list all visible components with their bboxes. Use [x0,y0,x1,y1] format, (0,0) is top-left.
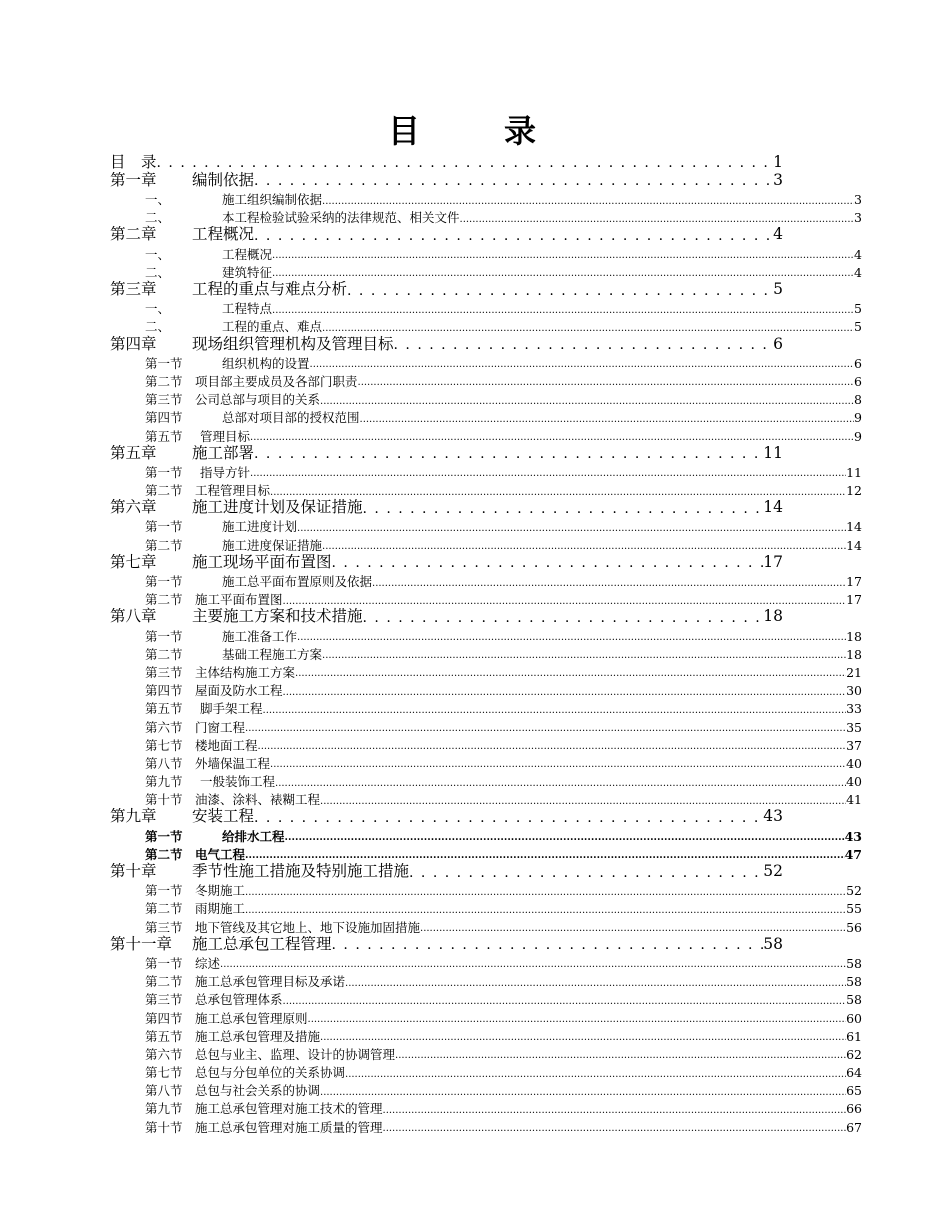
toc-entry-number: 第十节 [145,1119,183,1135]
toc-page-number: 17 [846,574,862,589]
toc-entry-title: 主要施工方案和技术措施 [192,607,363,626]
toc-entry-number: 第三节 [145,664,183,680]
toc-dot-leader [270,488,846,498]
toc-entry-title: 总包与社会关系的协调 [195,1083,321,1099]
toc-entry-title: 施工总承包管理原则 [195,1010,308,1026]
toc-entry-number: 第一节 [145,883,183,899]
toc-page-number: 62 [846,1046,862,1062]
toc-section-entry[interactable] [110,1025,862,1043]
page-title: 目 录 [387,112,562,150]
toc-entry-number: 第八章 [110,607,157,626]
toc-page-number: 12 [846,483,862,499]
toc-dot-leader [285,833,845,843]
toc-dot-leader [297,633,846,643]
toc-chapter-entry[interactable] [110,498,783,516]
toc-dot-leader [383,1124,847,1134]
toc-entry-title: 工程的重点、难点 [222,319,323,335]
toc-dot-leader [270,760,846,770]
toc-dot-leader [409,866,763,880]
toc-section-entry[interactable] [110,825,862,843]
toc-section-entry[interactable] [110,261,862,279]
toc-section-entry[interactable] [110,388,862,406]
toc-page-number: 6 [854,355,862,371]
toc-entry-title: 门窗工程 [195,719,246,735]
toc-dot-leader [345,979,846,989]
toc-page-number: 17 [846,592,862,608]
toc-page-number: 58 [846,992,862,1008]
toc-section-entry[interactable] [110,1098,862,1116]
toc-page-number: 52 [763,862,783,880]
toc-entry-number: 二、 [145,319,171,335]
toc-dot-leader [310,360,855,370]
toc-entry-number: 第一节 [145,519,183,535]
toc-entry-number: 第十章 [110,862,157,880]
toc-entry-number: 第四节 [145,410,183,426]
toc-page-number: 9 [854,428,862,444]
toc-section-entry[interactable] [110,1116,862,1134]
toc-entry-title: 一般装饰工程 [200,774,276,790]
toc-entry-title: 雨期施工 [195,901,246,917]
toc-chapter-entry[interactable] [110,861,783,879]
toc-page-number: 52 [846,883,862,899]
toc-section-entry[interactable] [110,661,862,679]
toc-page-number: 56 [846,919,862,935]
toc-dot-leader [320,797,846,807]
toc-dot-leader [420,924,846,934]
toc-entry-title: 编制依据 [192,170,255,189]
toc-section-entry[interactable] [110,770,862,788]
toc-entry-title: 屋面及防水工程 [195,683,283,699]
toc-page-number: 18 [846,628,862,644]
toc-entry-number: 一、 [145,301,171,317]
toc-entry-title: 施工准备工作 [222,628,298,644]
toc-page-number: 41 [846,792,862,808]
toc-entry-title: 工程的重点与难点分析 [192,280,348,298]
toc-entry-number: 第一节 [145,828,183,844]
toc-dot-leader [254,229,773,243]
toc-dot-leader [245,851,845,861]
toc-page-number: 61 [846,1028,862,1044]
toc-page-number: 4 [854,264,862,280]
toc-chapter-entry[interactable] [110,334,783,352]
toc-section-entry[interactable] [110,843,862,861]
toc-entry-title: 总承包管理体系 [195,992,283,1008]
toc-section-entry[interactable] [110,625,862,643]
toc-dot-leader [383,1106,847,1116]
toc-entry-number: 第一节 [145,628,183,644]
toc-dot-leader [332,556,764,570]
toc-entry-title: 施工总平面布置原则及依据 [222,574,373,589]
toc-section-entry[interactable] [110,898,862,916]
toc-chapter-entry[interactable] [110,443,783,461]
toc-dot-leader [157,156,774,170]
toc-dot-leader [250,433,854,443]
toc-page-number: 14 [846,537,862,553]
toc-section-entry[interactable] [110,952,862,970]
toc-section-entry[interactable] [110,734,862,752]
toc-dot-leader [322,651,846,661]
toc-entry-title: 施工现场平面布置图 [192,552,332,571]
toc-page-number: 4 [773,225,783,244]
toc-dot-leader [332,938,764,952]
toc-page-number: 55 [846,901,862,917]
toc-entry-title: 季节性施工措施及特别施工措施 [192,862,410,880]
toc-section-entry[interactable] [110,1043,862,1061]
toc-page-number: 43 [844,828,862,844]
toc-entry-number: 第六章 [110,498,157,517]
toc-page-number: 21 [846,664,862,680]
toc-entry-number: 第五节 [145,1028,183,1044]
toc-dot-leader [263,706,847,716]
toc-dot-leader [372,579,846,589]
toc-page-number: 3 [854,210,862,226]
toc-entry-number: 第一节 [145,955,183,971]
toc-page-number: 5 [854,319,862,335]
toc-entry-title: 施工进度计划及保证措施 [192,498,363,517]
toc-dot-leader [275,779,846,789]
toc-entry-number: 第九节 [145,774,183,790]
toc-entry-title: 项目部主要成员及各部门职责 [195,373,358,389]
toc-dot-leader [322,324,854,334]
toc-page-number: 8 [854,392,862,408]
toc-dot-leader [360,415,855,425]
toc-entry-number: 第九章 [110,807,157,826]
toc-entry-title: 工程特点 [222,301,273,317]
toc-entry-title: 楼地面工程 [195,737,258,753]
toc-entry-number: 第二节 [145,483,183,499]
toc-entry-title: 施工总承包管理对施工质量的管理 [195,1119,383,1135]
toc-entry-title: 管理目标 [200,428,251,444]
toc-dot-leader [395,1051,846,1061]
toc-page-number: 30 [846,683,862,699]
toc-section-entry[interactable] [110,1007,862,1025]
toc-dot-leader [363,502,764,516]
toc-entry-title: 外墙保温工程 [195,755,271,771]
toc-page-number: 5 [773,280,783,298]
toc-entry-number: 一、 [145,246,171,262]
toc-section-entry[interactable] [110,188,862,206]
toc-dot-leader [322,542,846,552]
toc-page-number: 11 [763,443,783,462]
toc-section-entry[interactable] [110,698,862,716]
toc-page-number: 14 [846,519,862,535]
toc-page-number: 9 [854,410,862,426]
toc-page-number: 58 [763,934,783,953]
toc-entry-title: 基础工程施工方案 [222,646,323,662]
toc-entry-title: 工程管理目标 [195,483,271,499]
toc-entry-number: 第二节 [145,646,183,662]
toc-entry-number: 第五节 [145,701,183,717]
toc-page-number: 37 [846,737,862,753]
toc-entry-number: 一、 [145,192,171,208]
toc-entry-title: 施工总承包管理目标及承诺 [195,974,346,990]
toc-chapter-entry[interactable] [110,607,783,625]
toc-section-entry[interactable] [110,589,862,607]
toc-chapter-entry[interactable] [110,225,783,243]
toc-entry-number: 第二节 [145,592,183,608]
toc-entry-number: 第七章 [110,552,157,571]
toc-page-number: 11 [846,464,862,480]
toc-page-number: 6 [773,334,783,353]
toc-entry-title: 施工总承包管理及措施 [195,1028,321,1044]
toc-entry-number: 第八节 [145,755,183,771]
toc-section-entry[interactable] [110,461,862,479]
toc-entry-title: 总部对项目部的授权范围 [222,410,360,426]
toc-dot-leader [283,597,847,607]
toc-dot-leader [254,447,763,461]
toc-entry-number: 第八节 [145,1083,183,1099]
toc-entry-number: 第四节 [145,683,183,699]
toc-page-number: 40 [846,755,862,771]
toc-entry-title: 施工组织编制依据 [222,192,323,208]
toc-section-entry[interactable] [110,352,862,370]
toc-entry-title: 工程概况 [222,246,273,262]
toc-entry-title: 给排水工程 [222,828,285,844]
toc-dot-leader [250,469,846,479]
toc-section-entry[interactable] [110,1080,862,1098]
toc-page-number: 64 [846,1065,862,1081]
toc-page-number: 14 [763,498,783,517]
toc-dot-leader [363,611,764,625]
toc-entry-number: 二、 [145,264,171,280]
toc-entry-title: 冬期施工 [195,883,246,899]
toc-chapter-entry[interactable] [110,934,783,952]
toc-entry-title: 安装工程 [192,807,255,826]
toc-entry-title: 施工总承包管理对施工技术的管理 [195,1101,383,1117]
toc-section-entry[interactable] [110,679,862,697]
toc-dot-leader [245,906,846,916]
toc-section-entry[interactable] [110,207,862,225]
toc-section-entry[interactable] [110,516,862,534]
toc-entry-title: 施工部署 [192,443,255,462]
toc-section-entry[interactable] [110,570,862,588]
toc-entry-title: 现场组织管理机构及管理目标 [192,334,394,353]
toc-entry-title: 建筑特征 [222,264,273,280]
toc-page-number: 3 [854,192,862,208]
toc-entry-number: 第三节 [145,392,183,408]
toc-entry-title: 油漆、涂料、裱糊工程 [195,792,321,808]
toc-section-entry[interactable] [110,643,862,661]
toc-dot-leader [283,997,847,1007]
toc-dot-leader [254,811,763,825]
toc-entry-title: 脚手架工程 [200,701,263,717]
toc-page-number: 33 [846,701,862,717]
toc-entry-number: 二、 [145,210,171,226]
toc-page-number: 18 [846,646,862,662]
toc-entry-number: 第二节 [145,846,183,862]
toc-chapter-entry[interactable] [110,552,783,570]
toc-dot-leader [320,397,854,407]
toc-section-entry[interactable] [110,716,862,734]
toc-dot-leader [245,888,846,898]
toc-entry-title: 施工总承包工程管理 [192,934,332,953]
toc-chapter-entry[interactable] [110,807,783,825]
toc-section-entry[interactable] [110,479,862,497]
toc-dot-leader [272,251,854,261]
toc-dot-leader [460,215,855,225]
toc-section-entry[interactable] [110,407,862,425]
toc-section-entry[interactable] [110,370,862,388]
toc-section-entry[interactable] [110,243,862,261]
toc-entry-number: 第十节 [145,792,183,808]
toc-chapter-entry[interactable] [110,152,783,170]
toc-entry-title: 本工程检验试验采纳的法律规范、相关文件 [222,210,460,226]
toc-dot-leader [308,1015,847,1025]
toc-entry-title: 组织机构的设置 [222,355,310,371]
toc-page-number: 17 [763,552,783,571]
toc-page-number: 6 [854,373,862,389]
toc-page-number: 18 [763,607,783,626]
toc-entry-title: 施工进度计划 [222,519,298,535]
toc-entry-title: 地下管线及其它地上、地下设施加固措施 [195,919,421,935]
toc-page-number: 43 [763,807,783,826]
toc-entry-number: 第六节 [145,1046,183,1062]
toc-section-entry[interactable] [110,425,862,443]
toc-entry-number: 第二章 [110,225,157,244]
toc-dot-leader [347,284,773,298]
toc-page-number: 4 [854,246,862,262]
toc-section-entry[interactable] [110,880,862,898]
toc-dot-leader [322,197,854,207]
toc-entry-number: 第十一章 [110,934,173,953]
toc-chapter-entry[interactable] [110,279,783,297]
toc-dot-leader [394,338,774,352]
toc-entry-title: 总包与业主、监理、设计的协调管理 [195,1046,396,1062]
toc-section-entry[interactable] [110,534,862,552]
toc-entry-title: 总包与分包单位的关系协调 [195,1065,346,1081]
toc-section-entry[interactable] [110,970,862,988]
toc-entry-number: 目 录 [110,152,157,171]
toc-dot-leader [297,524,846,534]
toc-page-number: 65 [846,1083,862,1099]
toc-entry-number: 第三节 [145,919,183,935]
toc-section-entry[interactable] [110,1061,862,1079]
toc-page-number: 5 [854,301,862,317]
toc-dot-leader [345,1070,846,1080]
table-of-contents [110,152,862,1134]
toc-entry-number: 第二节 [145,901,183,917]
toc-section-entry[interactable] [110,298,862,316]
toc-entry-number: 第三章 [110,280,157,298]
toc-dot-leader [220,960,846,970]
toc-entry-number: 第五章 [110,443,157,462]
toc-page-number: 67 [846,1119,862,1135]
toc-dot-leader [320,1033,846,1043]
toc-entry-number: 第一节 [145,355,183,371]
toc-dot-leader [295,669,846,679]
toc-section-entry[interactable] [110,316,862,334]
toc-page-number: 35 [846,719,862,735]
toc-entry-number: 第六节 [145,719,183,735]
toc-page-number: 66 [846,1101,862,1117]
toc-entry-number: 第二节 [145,537,183,553]
toc-page-number: 1 [773,152,783,171]
toc-entry-number: 第七节 [145,1065,183,1081]
toc-entry-title: 电气工程 [195,846,246,862]
toc-entry-number: 第四章 [110,334,157,353]
toc-entry-title: 综述 [195,955,221,971]
toc-dot-leader [258,742,847,752]
toc-entry-title: 工程概况 [192,225,255,244]
toc-entry-number: 第七节 [145,737,183,753]
toc-section-entry[interactable] [110,916,862,934]
toc-entry-number: 第二节 [145,373,183,389]
toc-dot-leader [358,378,855,388]
toc-entry-number: 第二节 [145,974,183,990]
toc-page-number: 3 [773,170,783,189]
toc-entry-number: 第一章 [110,170,157,189]
toc-entry-number: 第九节 [145,1101,183,1117]
toc-entry-number: 第一节 [145,464,183,480]
toc-chapter-entry[interactable] [110,170,783,188]
toc-entry-number: 第一节 [145,574,183,589]
toc-section-entry[interactable] [110,789,862,807]
toc-entry-title: 指导方针 [200,464,251,480]
toc-section-entry[interactable] [110,752,862,770]
toc-dot-leader [272,306,854,316]
toc-entry-number: 第三节 [145,992,183,1008]
toc-entry-number: 第四节 [145,1010,183,1026]
toc-page-number: 47 [844,846,862,862]
toc-section-entry[interactable] [110,989,862,1007]
toc-dot-leader [254,174,773,188]
toc-entry-title: 主体结构施工方案 [195,664,296,680]
toc-dot-leader [283,688,847,698]
toc-dot-leader [320,1088,846,1098]
toc-dot-leader [272,269,854,279]
toc-page-number: 58 [846,955,862,971]
toc-entry-title: 公司总部与项目的关系 [195,392,321,408]
toc-page-number: 40 [846,774,862,790]
toc-entry-number: 第五节 [145,428,183,444]
toc-page-number: 58 [846,974,862,990]
toc-page-number: 60 [846,1010,862,1026]
toc-entry-title: 施工进度保证措施 [222,537,323,553]
toc-dot-leader [245,724,846,734]
toc-entry-title: 施工平面布置图 [195,592,283,608]
